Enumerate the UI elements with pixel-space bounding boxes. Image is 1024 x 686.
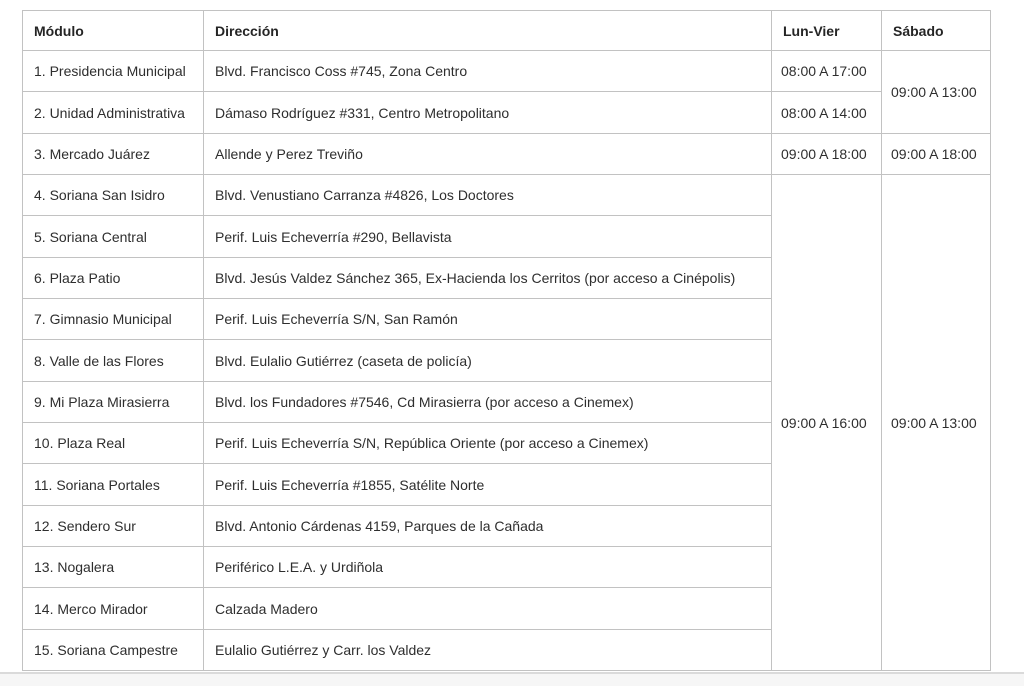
lun-vier-cell: 08:00 A 14:00	[772, 92, 882, 133]
direccion-cell: Perif. Luis Echeverría S/N, República Oriente (por acceso a Cinemex)	[204, 423, 772, 464]
modulo-cell: 1. Presidencia Municipal	[23, 51, 204, 92]
direccion-cell: Allende y Perez Treviño	[204, 133, 772, 174]
sabado-cell-merged-rows-4-15: 09:00 A 13:00	[882, 175, 991, 671]
header-row	[23, 11, 991, 51]
table-row	[23, 175, 991, 216]
page-bottom-strip	[0, 672, 1024, 686]
modulo-cell: 2. Unidad Administrativa	[23, 92, 204, 133]
modulo-cell: 6. Plaza Patio	[23, 257, 204, 298]
direccion-cell: Blvd. Venustiano Carranza #4826, Los Doctores	[204, 175, 772, 216]
direccion-cell: Perif. Luis Echeverría #290, Bellavista	[204, 216, 772, 257]
lun-vier-cell-merged-rows-4-15: 09:00 A 16:00	[772, 175, 882, 671]
modulo-cell: 5. Soriana Central	[23, 216, 204, 257]
col-header-sabado: Sábado	[882, 11, 991, 51]
lun-vier-cell: 08:00 A 17:00	[772, 51, 882, 92]
direccion-cell: Dámaso Rodríguez #331, Centro Metropolitano	[204, 92, 772, 133]
col-header-modulo: Módulo	[23, 11, 204, 51]
modules-schedule-table	[22, 10, 990, 671]
modulo-cell: 11. Soriana Portales	[23, 464, 204, 505]
col-header-lun-vier: Lun-Vier	[772, 11, 882, 51]
direccion-cell: Perif. Luis Echeverría S/N, San Ramón	[204, 299, 772, 340]
table-row	[23, 92, 991, 133]
table-row	[23, 51, 991, 92]
direccion-cell: Blvd. Antonio Cárdenas 4159, Parques de la Cañada	[204, 505, 772, 546]
modulo-cell: 7. Gimnasio Municipal	[23, 299, 204, 340]
modulo-cell: 15. Soriana Campestre	[23, 629, 204, 670]
modulo-cell: 8. Valle de las Flores	[23, 340, 204, 381]
direccion-cell: Blvd. Eulalio Gutiérrez (caseta de policía)	[204, 340, 772, 381]
modulo-cell: 9. Mi Plaza Mirasierra	[23, 381, 204, 422]
col-header-direccion: Dirección	[204, 11, 772, 51]
direccion-cell: Blvd. los Fundadores #7546, Cd Mirasierra (por acceso a Cinemex)	[204, 381, 772, 422]
sabado-cell-merged-rows-1-2: 09:00 A 13:00	[882, 51, 991, 134]
modulo-cell: 10. Plaza Real	[23, 423, 204, 464]
direccion-cell: Periférico L.E.A. y Urdiñola	[204, 547, 772, 588]
modulo-cell: 12. Sendero Sur	[23, 505, 204, 546]
lun-vier-cell: 09:00 A 18:00	[772, 133, 882, 174]
direccion-cell: Perif. Luis Echeverría #1855, Satélite Norte	[204, 464, 772, 505]
direccion-cell: Calzada Madero	[204, 588, 772, 629]
sabado-cell: 09:00 A 18:00	[882, 133, 991, 174]
modulo-cell: 14. Merco Mirador	[23, 588, 204, 629]
table-row	[23, 133, 991, 174]
direccion-cell: Blvd. Jesús Valdez Sánchez 365, Ex-Hacienda los Cerritos (por acceso a Cinépolis)	[204, 257, 772, 298]
direccion-cell: Blvd. Francisco Coss #745, Zona Centro	[204, 51, 772, 92]
direccion-cell: Eulalio Gutiérrez y Carr. los Valdez	[204, 629, 772, 670]
modulo-cell: 3. Mercado Juárez	[23, 133, 204, 174]
modulo-cell: 13. Nogalera	[23, 547, 204, 588]
modulo-cell: 4. Soriana San Isidro	[23, 175, 204, 216]
